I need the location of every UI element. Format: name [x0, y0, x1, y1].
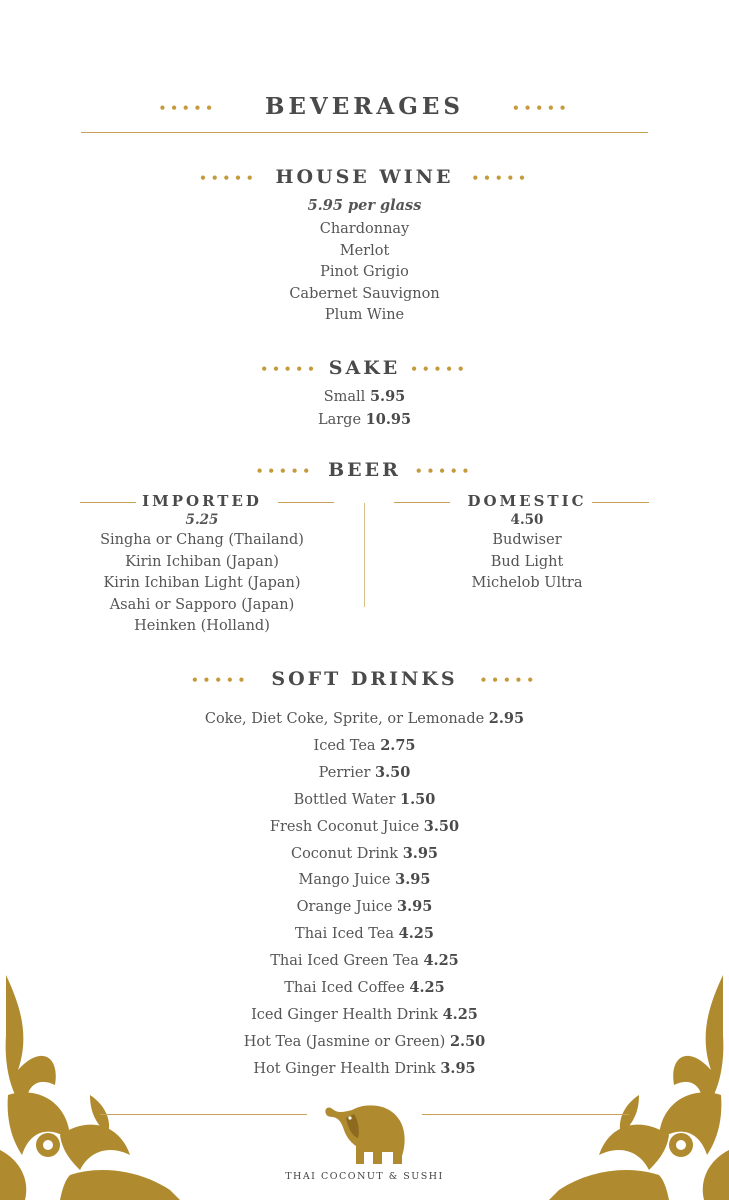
dots-decoration: •••••	[255, 464, 315, 478]
beer-title: BEER	[328, 459, 401, 481]
list-item	[0, 894, 729, 921]
item-name: Iced Tea	[313, 737, 376, 754]
elephant-icon	[322, 1098, 408, 1166]
item-name: Perrier	[318, 764, 371, 781]
dots-decoration: •••••	[260, 362, 319, 376]
list-item: Chardonnay	[319, 221, 410, 237]
domestic-price: 4.50	[510, 512, 544, 528]
corner-ornament-right-icon	[549, 975, 729, 1200]
page-title: BEVERAGES	[264, 93, 465, 120]
item-price: 3.95	[395, 871, 431, 889]
item-name: Orange Juice	[296, 899, 393, 916]
item-price: 4.25	[423, 952, 459, 970]
item-name: Thai Iced Green Tea	[270, 953, 419, 970]
item-name: Hot Tea (Jasmine or Green)	[243, 1033, 446, 1050]
house-wine-title: HOUSE WINE	[275, 166, 454, 188]
dots-decoration: •••••	[191, 673, 250, 687]
soft-drinks-heading	[0, 668, 729, 690]
soft-drinks-title: SOFT DRINKS	[271, 668, 458, 690]
list-item	[0, 787, 729, 814]
beer-column-divider	[364, 503, 365, 607]
item-price: 1.50	[400, 790, 436, 808]
list-item: Asahi or Sapporo (Japan)	[109, 596, 295, 613]
item-price: 2.95	[488, 710, 525, 727]
list-item	[0, 386, 729, 409]
dots-decoration: •••••	[199, 171, 258, 185]
list-item	[0, 409, 729, 432]
house-wine-price: 5.95 per glass	[307, 197, 422, 214]
list-item	[0, 841, 729, 868]
item-name: Thai Iced Tea	[295, 926, 395, 943]
brand-name: THAI COCONUT & SUSHI	[285, 1171, 444, 1182]
item-price: 3.95	[402, 844, 439, 862]
list-item	[0, 760, 729, 787]
list-item: Merlot	[339, 242, 390, 259]
list-item: Michelob Ultra	[471, 575, 583, 591]
item-price: 3.95	[397, 898, 433, 916]
list-item: Cabernet Sauvignon	[289, 285, 440, 302]
item-name: Iced Ginger Health Drink	[251, 1006, 438, 1023]
item-price: 2.50	[449, 1032, 486, 1050]
item-price: 4.25	[442, 1005, 478, 1023]
item-price: 2.75	[380, 736, 416, 754]
sake-list	[0, 386, 729, 431]
item-price: 4.25	[398, 925, 434, 943]
list-item	[0, 921, 729, 948]
dots-decoration: •••••	[158, 101, 217, 115]
list-item: Pinot Grigio	[320, 264, 409, 280]
item-name: Hot Ginger Health Drink	[253, 1060, 436, 1077]
item-price: 4.25	[409, 979, 445, 997]
list-item	[0, 867, 729, 894]
list-item: Budwiser	[492, 532, 562, 548]
list-item: Plum Wine	[324, 307, 405, 323]
item-name: Mango Juice	[298, 872, 391, 889]
dots-decoration: •••••	[414, 464, 474, 478]
list-item	[0, 706, 729, 733]
item-name: Coconut Drink	[290, 845, 399, 862]
sake-heading	[0, 357, 729, 379]
title-divider	[81, 132, 648, 133]
dots-decoration: •••••	[512, 101, 571, 115]
list-item	[0, 733, 729, 760]
item-price: 5.95	[369, 388, 406, 405]
item-price: 3.50	[374, 763, 411, 781]
list-item: Kirin Ichiban Light (Japan)	[103, 575, 301, 591]
domestic-column	[396, 492, 658, 595]
footer-rule-right	[422, 1114, 629, 1115]
dots-decoration: •••••	[471, 171, 530, 185]
item-name: Thai Iced Coffee	[284, 980, 405, 997]
item-price: 3.50	[423, 817, 460, 835]
list-item: Bud Light	[490, 553, 564, 570]
sake-title: SAKE	[328, 357, 401, 379]
dots-decoration: •••••	[479, 673, 538, 687]
corner-ornament-left-icon	[0, 975, 180, 1200]
item-price: 10.95	[365, 410, 412, 428]
dots-decoration: •••••	[410, 362, 469, 376]
page-title-row	[0, 93, 729, 120]
footer-rule-left	[100, 1114, 307, 1115]
list-item: Singha or Chang (Thailand)	[100, 532, 304, 548]
item-name: Coke, Diet Coke, Sprite, or Lemonade	[204, 711, 485, 727]
item-name: Bottled Water	[293, 791, 396, 808]
imported-title: IMPORTED	[142, 492, 262, 510]
list-item	[0, 948, 729, 975]
list-item: Heinken (Holland)	[134, 618, 270, 634]
house-wine-list	[0, 219, 729, 327]
item-name: Large	[317, 411, 362, 428]
imported-price: 5.25	[185, 512, 219, 528]
item-name: Small	[323, 389, 366, 405]
domestic-title: DOMESTIC	[467, 492, 587, 510]
list-item	[0, 814, 729, 841]
list-item: Kirin Ichiban (Japan)	[125, 553, 279, 570]
imported-column	[72, 492, 332, 638]
beer-heading	[0, 459, 729, 481]
item-name: Fresh Coconut Juice	[269, 818, 420, 835]
item-price: 3.95	[440, 1059, 476, 1077]
house-wine-heading	[0, 166, 729, 188]
